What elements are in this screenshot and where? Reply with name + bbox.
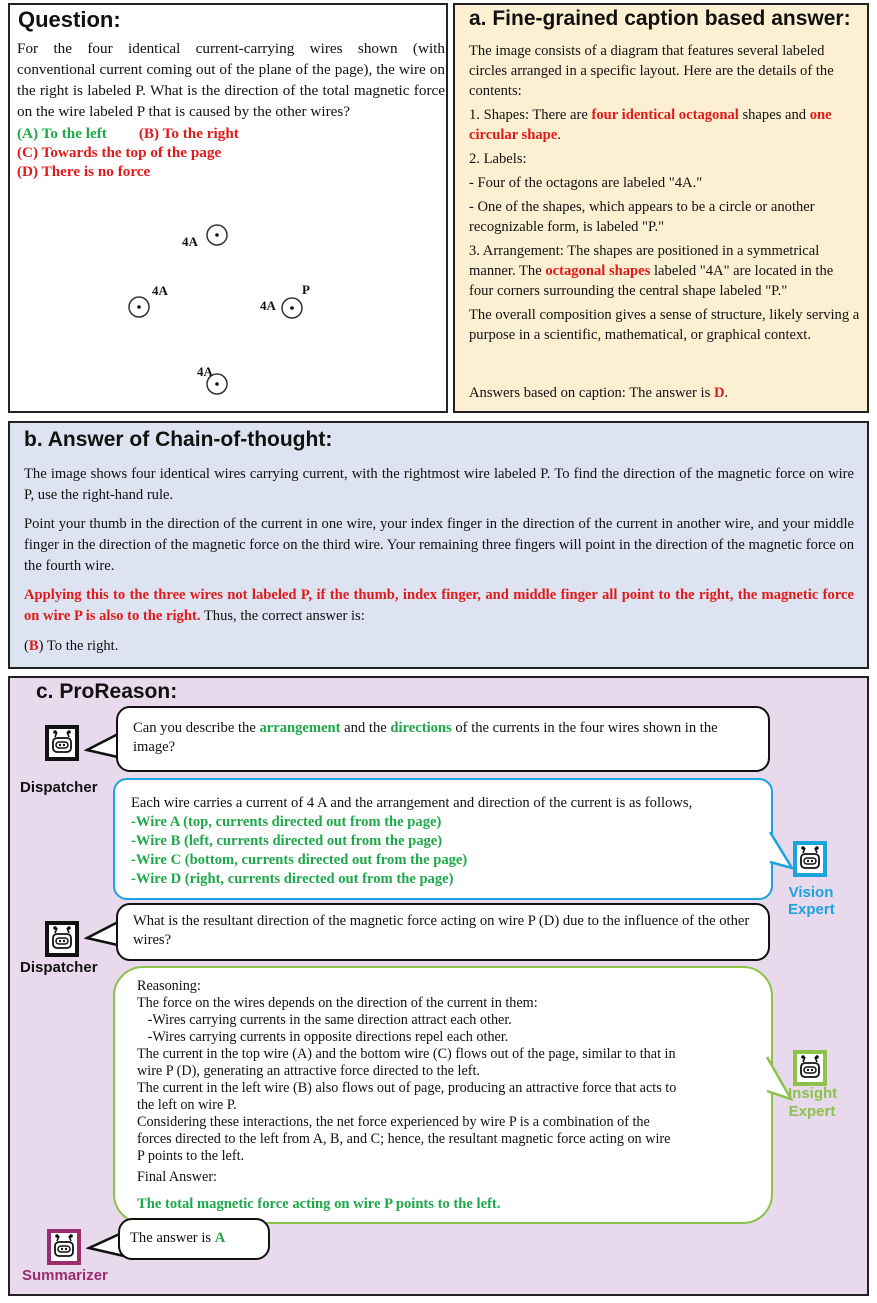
caption-answer-panel [453,3,869,413]
dispatcher-question-2: What is the resultant direction of the magnetic force acting on wire P (D) due to the influence of the other wires? [116,903,770,961]
label-bottom: 4A [197,364,213,379]
cot-answer-panel [8,421,869,669]
vision-line-c: -Wire C (bottom, currents directed out from the page) [131,852,468,868]
dispatcher-robot-icon [44,920,80,958]
summarizer-label: Summarizer [22,1267,108,1284]
reasoning-line: Reasoning: [137,978,201,994]
caption-shapes: 1. Shapes: There are four identical octagonal shapes and one circular shape. [469,107,832,143]
reasoning-line: P points to the left. [137,1148,245,1164]
dispatcher-label-1: Dispatcher [20,779,98,796]
vision-line-d: -Wire D (right, currents directed out from the page) [131,871,454,887]
question-panel [8,3,448,413]
caption-answer: Answers based on caption: The answer is D. [469,385,729,401]
vision-expert-robot-icon [792,840,828,878]
vision-expert-label: Vision Expert [788,884,835,918]
cot-para-1: The image shows four identical wires carrying current, with the rightmost wire labeled P. To find the direction of the magnetic force on wire P, use the right-hand rule. [24,466,854,503]
option-d: (D) There is no force [17,163,151,180]
caption-intro: The image consists of a diagram that features several labeled circles arranged in a specific layout. Here are the details of the contents: [469,43,834,99]
cot-panel-title: b. Answer of Chain-of-thought: [24,428,333,451]
wire-diagram [10,195,446,410]
question-options [17,124,239,181]
reasoning-line: wire P (D), generating an attractive force directed to the left. [137,1063,480,1079]
reasoning-line: -Wires carrying currents in the same direction attract each other. [137,1012,512,1028]
reasoning-line: The current in the left wire (B) also flows out of page, producing an attractive force that acts to [137,1080,677,1096]
reasoning-line: Considering these interactions, the net force experienced by wire P is a combination of the [137,1114,650,1130]
option-a: (A) To the left [17,125,107,142]
reasoning-line: the left on wire P. [137,1097,237,1113]
caption-panel-title: a. Fine-grained caption based answer: [469,7,851,30]
label-p: P [302,282,310,297]
caption-body [469,41,861,349]
label-right-current: 4A [260,298,276,313]
vision-intro: Each wire carries a current of 4 A and the arrangement and direction of the current is as follows, [131,795,693,811]
caption-overall: The overall composition gives a sense of structure, likely serving a purpose in a scientific, mathematical, or graphical context. [469,307,860,343]
label-left: 4A [152,283,168,298]
reasoning-line: The force on the wires depends on the direction of the current in them: [137,995,538,1011]
insight-expert-response [113,966,773,1224]
option-b: (B) To the right [138,125,239,142]
insight-expert-label: Insight Expert [788,1085,838,1120]
vision-line-b: -Wire B (left, currents directed out from the page) [131,833,443,849]
insight-expert-robot-icon [792,1049,828,1087]
dispatcher-robot-icon [44,724,80,762]
question-title: Question: [18,7,121,32]
cot-final-answer: (B) To the right. [24,638,119,654]
caption-arrangement: 3. Arrangement: The shapes are positioned in a symmetrical manner. The octagonal shapes labeled "4A" are located in the four corners surrounding the central shape labeled "P." [469,243,834,299]
dispatcher-question-1: Can you describe the arrangement and the directions of the currents in the four wires shown in the image? [116,706,770,772]
proreason-panel [8,676,869,1296]
vision-expert-response [113,778,773,900]
cot-para-3: Applying this to the three wires not labeled P, if the thumb, index finger, and middle finger all point to the right, the magnetic force on wire P is also to the right. Thus, the correct answer is: [24,587,854,624]
summarizer-answer: The answer is A [118,1218,270,1260]
reasoning-line: forces directed to the left from A, B, and C; hence, the resultant magnetic force acting on wire [137,1131,671,1147]
proreason-title: c. ProReason: [36,680,178,703]
reasoning-line: The current in the top wire (A) and the bottom wire (C) flows out of the page, similar to that in [137,1046,676,1062]
cot-para-2: Point your thumb in the direction of the current in one wire, your index finger in the direction of the current in another wire, and your middle finger in the direction of the magnetic force on the third wire. Your remaining three fingers will point in the direction of the magnetic force on the fourth wire. [24,516,854,574]
final-answer-text: The total magnetic force acting on wire P points to the left. [137,1196,501,1212]
dispatcher-label-2: Dispatcher [20,959,98,976]
final-answer-label: Final Answer: [137,1169,217,1185]
question-text: For the four identical current-carrying wires shown (with conventional current coming out of the plane of the page), the wire on the right is labeled P. What is the direction of the total magnetic force on the wire labeled P that is caused by the other wires? [17,40,445,120]
reasoning-line: -Wires carrying currents in opposite directions repel each other. [137,1029,509,1045]
caption-labels-head: 2. Labels: [469,151,527,167]
vision-line-a: -Wire A (top, currents directed out from the page) [131,814,442,830]
label-top: 4A [182,234,198,249]
bubble-tail-vision [768,828,794,872]
cot-body [24,464,854,635]
caption-label-1: - Four of the octagons are labeled "4A." [469,175,703,191]
option-c: (C) Towards the top of the page [17,144,222,161]
caption-label-2: - One of the shapes, which appears to be a circle or another recognizable form, is labeled "P." [469,199,815,235]
summarizer-robot-icon [46,1228,82,1266]
